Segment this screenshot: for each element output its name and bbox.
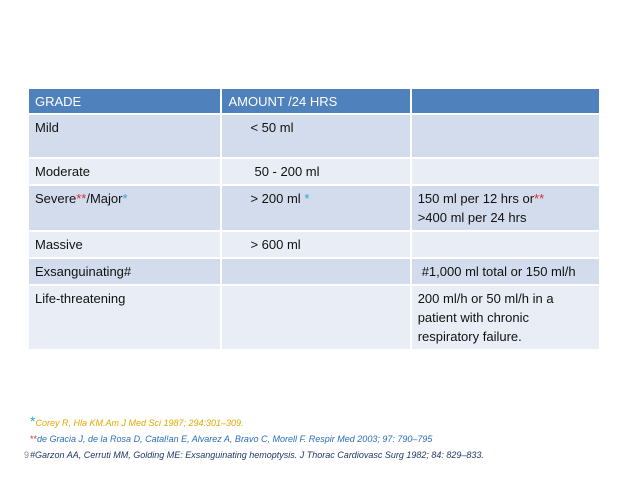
cell-amount: 50 - 200 ml [222, 159, 409, 184]
cell-grade [29, 186, 220, 230]
cell-amount [222, 259, 409, 284]
cell-extra: #1,000 ml total or 150 ml/h [412, 259, 599, 284]
grade-text: /Major [86, 191, 123, 206]
cell-grade: Moderate [29, 159, 220, 184]
cell-amount [222, 186, 409, 230]
table-row [29, 232, 599, 257]
asterisk-mark: * [30, 413, 36, 429]
table-row [29, 286, 599, 349]
table-row [29, 159, 599, 184]
references [24, 413, 484, 463]
reference-text: #Garzon AA, Cerruti MM, Golding ME: Exsanguinating hemoptysis. J Thorac Cardiovasc Surg 1982; 84: 829–833. [30, 450, 484, 460]
cell-extra: 200 ml/h or 50 ml/h in a patient with chronic respiratory failure. [412, 286, 599, 349]
double-asterisk-mark: ** [76, 191, 87, 206]
cell-amount: > 600 ml [222, 232, 409, 257]
extra-text: 150 ml per 12 hrs or [417, 191, 535, 206]
table-row [29, 186, 599, 230]
cell-extra [412, 232, 599, 257]
table-row [29, 115, 599, 157]
cell-grade: Exsanguinating# [29, 259, 220, 284]
cell-grade: Mild [29, 115, 220, 157]
header-extra [412, 89, 599, 113]
asterisk-mark: * [122, 191, 128, 206]
cell-grade: Massive [29, 232, 220, 257]
table-row [29, 259, 599, 284]
cell-grade: Life-threatening [29, 286, 220, 349]
reference-2 [30, 431, 484, 447]
amount-text: > 200 ml [250, 191, 305, 206]
table-header-row [29, 89, 599, 113]
hemoptysis-grade-table [27, 87, 601, 351]
cell-extra [412, 159, 599, 184]
cell-extra [412, 186, 599, 230]
cell-amount [222, 286, 409, 349]
page-number: 9 [24, 450, 30, 460]
extra-text: >400 ml per 24 hrs [417, 210, 527, 225]
cell-extra [412, 115, 599, 157]
reference-text: Corey R, Hla KM.Am J Med Sci 1987; 294:301–309. [35, 418, 244, 428]
reference-3 [24, 447, 484, 463]
header-grade: GRADE [29, 89, 220, 113]
grade-text: Severe [35, 191, 77, 206]
reference-1 [30, 413, 484, 431]
double-asterisk-mark: ** [534, 191, 545, 206]
asterisk-mark: * [304, 191, 310, 206]
header-amount: AMOUNT /24 HRS [222, 89, 409, 113]
double-asterisk-mark: ** [30, 434, 38, 444]
reference-text: de Gracia J, de la Rosa D, Catal!an E, Alvarez A, Bravo C, Morell F. Respir Med 2003; 97: 790–795 [37, 434, 433, 444]
cell-amount: < 50 ml [222, 115, 409, 157]
